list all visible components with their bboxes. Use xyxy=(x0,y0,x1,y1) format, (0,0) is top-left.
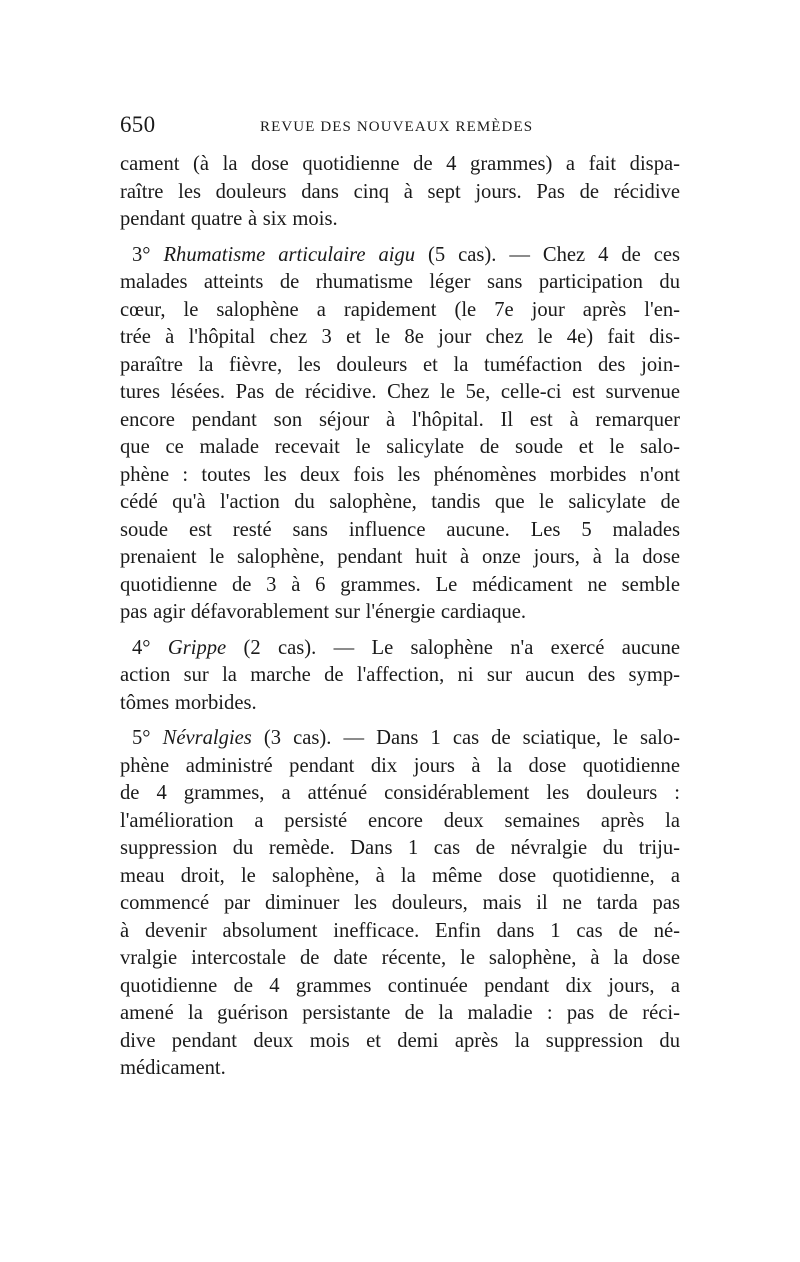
text-line: amené la guérison persistante de la maladie : pas de réci- xyxy=(120,1002,680,1024)
text-line: pendant quatre à six mois. xyxy=(120,208,338,230)
text-fragment: (5 cas). — Chez 4 de ces xyxy=(415,243,680,266)
text-line: cédé qu'à l'action du salophène, tandis que le salicylate de xyxy=(120,491,680,513)
text-line: quotidienne de 3 à 6 grammes. Le médicament ne semble xyxy=(120,573,680,596)
text-line: pas agir défavorablement sur l'énergie cardiaque. xyxy=(120,601,527,623)
text-line: commencé par diminuer les douleurs, mais il ne tarda pas xyxy=(120,892,680,914)
section-heading: Névralgies xyxy=(162,727,252,749)
text-fragment: (3 cas). — Dans 1 cas de sciatique, le salo- xyxy=(251,727,681,749)
text-line: raître les douleurs dans cinq à sept jours. Pas de récidive xyxy=(120,180,680,203)
paragraph-grippe xyxy=(120,635,680,718)
text-line: tômes morbides. xyxy=(120,691,257,714)
section-number: 3° xyxy=(132,243,164,266)
section-number: 4° xyxy=(132,636,168,659)
book-page xyxy=(120,112,680,1091)
paragraph-nevralgies xyxy=(120,725,680,1083)
section-number: 5° xyxy=(132,727,163,749)
text-line: soude est resté sans influence aucune. Les 5 malades xyxy=(120,518,680,541)
text-line: vralgie intercostale de date récente, le salophène, à la dose xyxy=(120,947,680,969)
text-line: phène administré pendant dix jours à la dose quotidienne xyxy=(120,754,680,777)
text-line: prenaient le salophène, pendant huit à onze jours, à la dose xyxy=(120,546,680,568)
running-head: REVUE DES NOUVEAUX REMÈDES xyxy=(260,119,534,135)
text-line: meau droit, le salophène, à la même dose quotidienne, a xyxy=(120,864,680,887)
text-line: cament (à la dose quotidienne de 4 grammes) a fait dispa- xyxy=(120,153,680,175)
text-line: à devenir absolument inefficace. Enfin dans 1 cas de né- xyxy=(120,919,680,942)
text-line: malades atteints de rhumatisme léger sans participation du xyxy=(120,271,680,293)
page-header xyxy=(120,112,680,142)
text-line: trée à l'hôpital chez 3 et le 8e jour chez le 4e) fait dis- xyxy=(120,326,680,348)
text-fragment: (2 cas). — Le salophène n'a exercé aucune xyxy=(226,636,681,659)
text-line: tures lésées. Pas de récidive. Chez le 5e, celle-ci est survenue xyxy=(120,381,680,403)
text-line: l'amélioration a persisté encore deux semaines après la xyxy=(120,809,680,832)
text-line: paraître la fièvre, les douleurs et la tuméfaction des join- xyxy=(120,353,680,376)
section-heading: Grippe xyxy=(167,636,227,659)
body-text xyxy=(120,151,680,1083)
section-heading: Rhumatisme articulaire aigu xyxy=(163,243,416,266)
text-line: encore pendant son séjour à l'hôpital. Il est à remarquer xyxy=(120,408,680,431)
text-line xyxy=(120,635,680,663)
text-line: phène : toutes les deux fois les phénomènes morbides n'ont xyxy=(120,463,680,486)
text-line xyxy=(120,725,680,753)
text-line: action sur la marche de l'affection, ni sur aucun des symp- xyxy=(120,664,680,686)
text-line xyxy=(120,242,680,270)
text-line: que ce malade recevait le salicylate de soude et le salo- xyxy=(120,436,680,458)
text-line: suppression du remède. Dans 1 cas de névralgie du triju- xyxy=(120,837,680,859)
paragraph-rhumatisme xyxy=(120,242,680,627)
text-line: dive pendant deux mois et demi après la suppression du xyxy=(120,1029,680,1052)
paragraph-continuation xyxy=(120,151,680,234)
text-line: cœur, le salophène a rapidement (le 7e jour après l'en- xyxy=(120,298,680,321)
text-line: de 4 grammes, a atténué considérablement les douleurs : xyxy=(120,782,680,804)
page-number: 650 xyxy=(120,112,156,137)
text-line: quotidienne de 4 grammes continuée pendant dix jours, a xyxy=(120,974,680,997)
text-line: médicament. xyxy=(120,1057,226,1079)
